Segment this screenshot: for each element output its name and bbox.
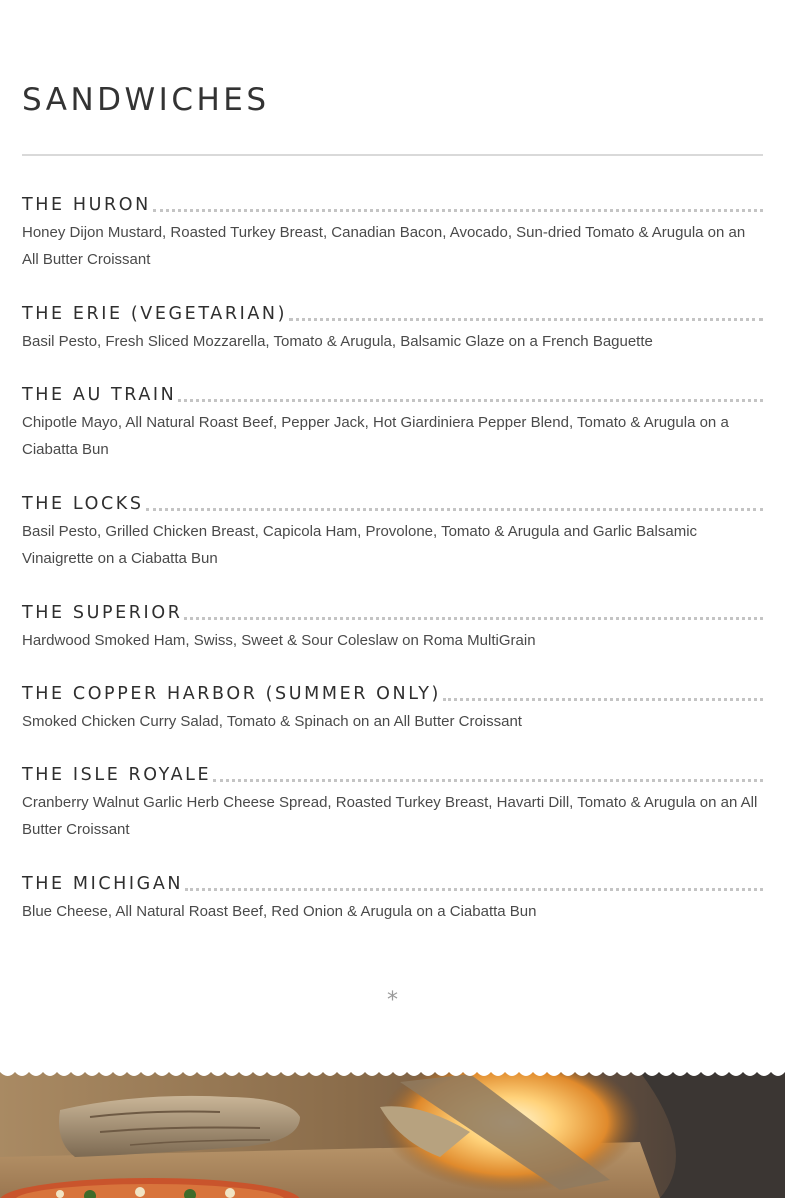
menu-item-description: Cranberry Walnut Garlic Herb Cheese Spread, Roasted Turkey Breast, Havarti Dill, Tomato & Arugula on an All Butter Croissant bbox=[22, 794, 758, 838]
menu-item-description: Blue Cheese, All Natural Roast Beef, Red Onion & Arugula on a Ciabatta Bun bbox=[22, 903, 537, 920]
menu-item-description: Basil Pesto, Fresh Sliced Mozzarella, Tomato & Arugula, Balsamic Glaze on a French Baguette bbox=[22, 333, 653, 350]
menu-item-name: THE ISLE ROYALE bbox=[22, 765, 212, 785]
menu-item bbox=[22, 681, 763, 735]
menu-item bbox=[22, 192, 763, 273]
menu-item-name: THE SUPERIOR bbox=[22, 603, 183, 623]
menu-item-description: Chipotle Mayo, All Natural Roast Beef, Pepper Jack, Hot Giardiniera Pepper Blend, Tomato & Arugula on a Ciabatta Bun bbox=[22, 414, 729, 458]
asterisk-divider-icon: * bbox=[387, 988, 398, 1013]
menu-item-name: THE MICHIGAN bbox=[22, 874, 184, 894]
dotted-leader bbox=[184, 617, 763, 620]
menu-item bbox=[22, 762, 763, 843]
menu-item bbox=[22, 600, 763, 654]
menu-item-name: THE LOCKS bbox=[22, 494, 144, 514]
menu-item bbox=[22, 491, 763, 572]
page-title: SANDWICHES bbox=[22, 82, 270, 118]
dotted-leader bbox=[443, 698, 763, 701]
wood-fired-oven-photo bbox=[0, 1062, 785, 1198]
menu-item bbox=[22, 871, 763, 925]
menu-item-description: Smoked Chicken Curry Salad, Tomato & Spinach on an All Butter Croissant bbox=[22, 713, 522, 730]
dotted-leader bbox=[178, 399, 763, 402]
title-divider bbox=[22, 154, 763, 156]
menu-item bbox=[22, 382, 763, 463]
dotted-leader bbox=[146, 508, 763, 511]
dotted-leader bbox=[213, 779, 763, 782]
dotted-leader bbox=[185, 888, 763, 891]
menu-item-description: Honey Dijon Mustard, Roasted Turkey Breast, Canadian Bacon, Avocado, Sun-dried Tomato & Arugula on an All Butter Croissant bbox=[22, 224, 746, 268]
menu-item bbox=[22, 301, 763, 355]
menu-item-name: THE ERIE (VEGETARIAN) bbox=[22, 304, 288, 324]
dotted-leader bbox=[289, 318, 763, 321]
menu-item-description: Basil Pesto, Grilled Chicken Breast, Capicola Ham, Provolone, Tomato & Arugula and Garlic Balsamic Vinaigrette on a Ciabatta Bun bbox=[22, 523, 698, 567]
menu-item-name: THE AU TRAIN bbox=[22, 385, 177, 405]
dotted-leader bbox=[153, 209, 763, 212]
menu-item-description: Hardwood Smoked Ham, Swiss, Sweet & Sour Coleslaw on Roma MultiGrain bbox=[22, 632, 536, 649]
menu-item-name: THE COPPER HARBOR (SUMMER ONLY) bbox=[22, 684, 441, 704]
menu-item-name: THE HURON bbox=[22, 195, 151, 215]
